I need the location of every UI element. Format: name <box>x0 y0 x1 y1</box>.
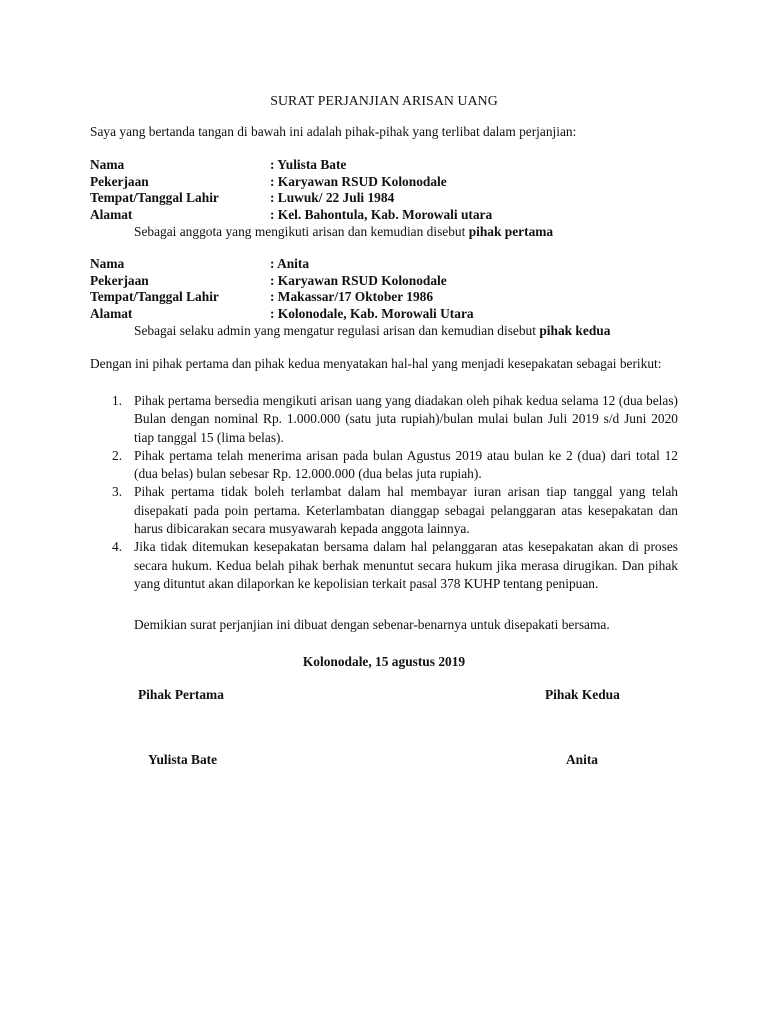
place-date: Kolonodale, 15 agustus 2019 <box>302 654 466 669</box>
clause-text: Jika tidak ditemukan kesepakatan bersama dalam hal pelanggaran atas kesepakatan akan di proses secara hukum. Kedua belah pihak berhak menuntut secara hukum jika merasa dirugikan. Dan pihak yang dituntut akan dilaporkan ke kepolisian terkait pasal 378 KUHP tentang penipuan. <box>134 539 678 591</box>
job-label: Pekerjaan <box>90 272 149 288</box>
first-party-block <box>90 157 690 240</box>
address-label: Alamat <box>90 305 133 321</box>
first-party-signature-name: Yulista Bate <box>148 752 218 767</box>
name-value: : Yulista Bate <box>270 157 347 172</box>
note-text: Sebagai selaku admin yang mengatur regulasi arisan dan kemudian disebut <box>134 323 540 338</box>
second-party-job-row <box>90 273 690 290</box>
first-party-address-row <box>90 207 690 224</box>
first-party-name-row <box>90 157 690 174</box>
name-value: : Anita <box>270 256 310 271</box>
address-value: : Kel. Bahontula, Kab. Morowali utara <box>270 206 493 222</box>
second-party-address-row <box>90 306 690 323</box>
closing-statement: Demikian surat perjanjian ini dibuat dengan sebenar-benarnya untuk disepakati bersama. <box>134 617 610 632</box>
clause-number: 3. <box>112 484 123 500</box>
list-item <box>90 538 678 593</box>
clause-text: Pihak pertama bersedia mengikuti arisan uang yang diadakan oleh pihak kedua selama 12 (dua belas) Bulan dengan nominal Rp. 1.000.000 (satu juta rupiah)/bulan mulai bulan Juli 2019 s/d Juni 2020 tiap tanggal 15 (lima belas). <box>134 393 678 445</box>
job-label: Pekerjaan <box>90 173 149 189</box>
job-value: : Karyawan RSUD Kolonodale <box>270 272 447 288</box>
agreement-intro: Dengan ini pihak pertama dan pihak kedua menyatakan hal-hal yang menjadi kesepakatan sebagai berikut: <box>90 356 662 371</box>
first-party-note <box>134 223 690 240</box>
note-bold: pihak pertama <box>468 224 554 239</box>
clause-list <box>90 392 678 593</box>
birth-value: : Makassar/17 Oktober 1986 <box>270 289 434 304</box>
list-item <box>90 483 678 538</box>
birth-value: : Luwuk/ 22 Juli 1984 <box>270 190 395 205</box>
second-party-note <box>134 322 690 339</box>
birth-label: Tempat/Tanggal Lahir <box>90 190 219 205</box>
second-party-block <box>90 256 690 339</box>
clause-number: 1. <box>112 393 123 408</box>
first-party-signature-role: Pihak Pertama <box>138 687 224 702</box>
clause-text: Pihak pertama tidak boleh terlambat dalam hal membayar iuran arisan tiap tanggal yang telah disepakati pada poin pertama. Keterlambatan dianggap sebagai pelanggaran atas kesepakatan dan harus dibicarakan secara musyawarah kepada anggota lainnya. <box>134 484 678 537</box>
document-title: SURAT PERJANJIAN ARISAN UANG <box>270 93 498 108</box>
address-label: Alamat <box>90 206 133 222</box>
note-text: Sebagai anggota yang mengikuti arisan dan kemudian disebut <box>134 224 469 239</box>
clause-number: 4. <box>112 539 123 555</box>
name-label: Nama <box>90 256 125 271</box>
second-party-birth-row <box>90 289 690 306</box>
birth-label: Tempat/Tanggal Lahir <box>90 289 219 304</box>
address-value: : Kolonodale, Kab. Morowali Utara <box>270 305 474 321</box>
list-item <box>90 392 678 447</box>
note-bold: pihak kedua <box>539 323 611 338</box>
list-item <box>90 447 678 484</box>
second-party-signature-name: Anita <box>566 752 598 767</box>
clause-text: Pihak pertama telah menerima arisan pada bulan Agustus 2019 atau bulan ke 2 (dua) dari total 12 (dua belas) bulan sebesar Rp. 12.000.000 (dua belas juta rupiah). <box>134 447 678 482</box>
first-party-birth-row <box>90 190 690 207</box>
first-party-job-row <box>90 174 690 191</box>
clause-number: 2. <box>112 447 123 463</box>
second-party-name-row <box>90 256 690 273</box>
intro-paragraph: Saya yang bertanda tangan di bawah ini adalah pihak-pihak yang terlibat dalam perjanjian: <box>90 124 577 139</box>
name-label: Nama <box>90 157 125 172</box>
second-party-signature-role: Pihak Kedua <box>545 687 620 702</box>
job-value: : Karyawan RSUD Kolonodale <box>270 173 447 189</box>
